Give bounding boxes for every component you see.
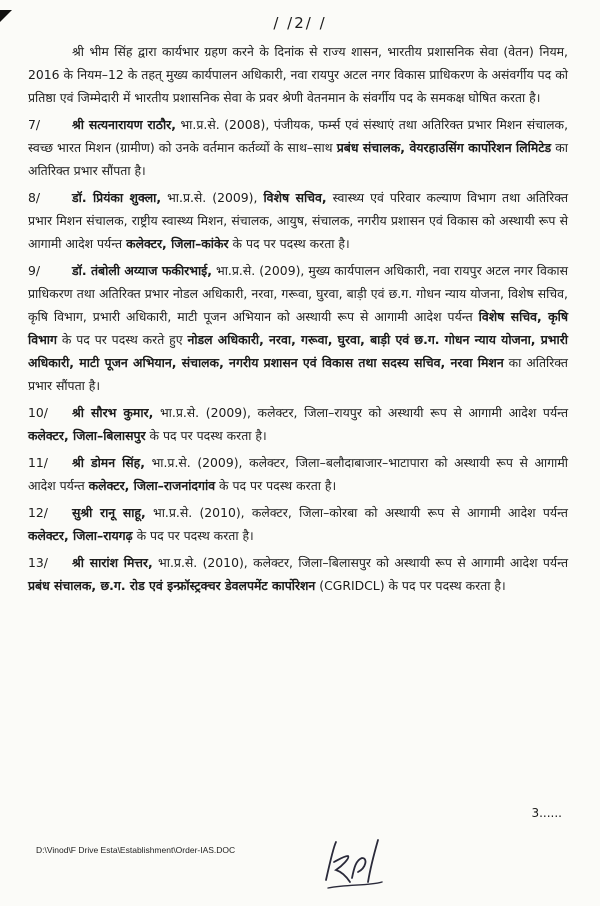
paragraph-text: के पद पर पदस्थ करता है। [215,478,337,493]
posting-title: विशेष सचिव, कृषि विभाग [28,309,569,347]
paragraph-number: 11/ [28,455,48,470]
paragraph-intro [28,40,568,109]
paragraph-text: भा.प्र.से. (2008), पंजीयक, फर्म्स एवं संस्थाएं तथा अतिरिक्त प्रभार मिशन संचालक, स्वच्छ भारत मिशन (ग्रामीण) को उनके वर्तमान कर्तव्यों के साथ–साथ [28,117,569,155]
paragraph-text: के पद पर पदस्थ करते हुए [57,332,188,347]
paragraph-number: 10/ [28,405,48,420]
paragraph-7 [28,113,568,182]
paragraph-text: के पद पर पदस्थ करता है। [228,236,350,251]
posting-title: कलेक्टर, जिला–बिलासपुर [28,428,146,443]
posting-title: प्रबंध संचालक, छ.ग. रोड एवं इन्फ्रॉस्ट्रक्चर डेवलपमेंट कार्पोरेशन [28,578,316,593]
officer-name: श्री डोमन सिंह, [72,455,145,470]
additional-charge: नोडल अधिकारी, नरवा, गरूवा, घुरवा, बाड़ी एवं छ.ग. गोधन न्याय योजना, प्रभारी अधिकारी, माटी पूजन अभियान, संचालक, नगरीय प्रशासन एवं विकास तथा सदस्य सचिव, नरवा मिशन [28,332,568,370]
officer-name: श्री सौरभ कुमार, [72,405,154,420]
designation: विशेष सचिव, [263,190,327,205]
paragraph-text: भा.प्र.से. (2009), कलेक्टर, जिला–बलौदाबाजार–भाटापारा को अस्थायी रूप से आगामी आदेश पर्यन्त [28,455,568,493]
continued-marker: 3...... [531,806,562,820]
posting-title: कलेक्टर, जिला–रायगढ़ [28,528,133,543]
paragraph-text: श्री भीम सिंह द्वारा कार्यभार ग्रहण करने के दिनांक से राज्य शासन, भारतीय प्रशासनिक सेवा (वेतन) नियम, 2016 के नियम–12 के तहत् मुख्य कार्यपालन अधिकारी, नवा रायपुर अटल नगर विकास प्राधिकरण के असंवर्गीय पद को प्रतिष्ठा एवं जिम्मेदारी में भारतीय प्रशासनिक सेवा के प्रवर श्रेणी वेतनमान के संवर्गीय पद के समकक्ष घोषित करता है। [28,44,568,105]
paragraph-text: भा.प्र.से. (2009), कलेक्टर, जिला–रायपुर को अस्थायी रूप से आगामी आदेश पर्यन्त [153,405,569,420]
posting-title: कलेक्टर, जिला–कांकेर [126,236,229,251]
paragraph-10 [28,401,568,447]
paragraph-text: भा.प्र.से. (2010), कलेक्टर, जिला–कोरबा को अस्थायी रूप से आगामी आदेश पर्यन्त [145,505,568,520]
paragraph-9 [28,259,568,397]
order-body [28,40,568,601]
paragraph-number: 7/ [28,117,41,132]
handwritten-initials [318,832,388,892]
paragraph-12 [28,501,568,547]
paragraph-13 [28,551,568,597]
file-path-footer: D:\Vinod\F Drive Esta\Establishment\Order-IAS.DOC [36,845,236,855]
paragraph-text: भा.प्र.से. (2009), [161,190,264,205]
paragraph-11 [28,451,568,497]
paragraph-number: 9/ [28,263,41,278]
paragraph-text: के पद पर पदस्थ करता है। [145,428,267,443]
paragraph-number: 8/ [28,190,41,205]
officer-name: श्री सत्यनारायण राठौर, [72,117,176,132]
officer-name: डॉ. तंबोली अय्याज फकीरभाई, [72,263,212,278]
paragraph-number: 13/ [28,555,48,570]
paragraph-text: स्वास्थ्य एवं परिवार कल्याण विभाग तथा अतिरिक्त प्रभार मिशन संचालक, राष्ट्रीय स्वास्थ्य मिशन, संचालक, आयुष, संचालक, नगरीय प्रशासन एवं विकास को अस्थायी रूप से आगामी आदेश पर्यन्त [28,190,569,251]
officer-name: श्री सारांश मित्तर, [72,555,153,570]
paragraph-text: का अतिरिक्त प्रभार सौंपता है। [28,140,568,178]
posting-title: प्रबंध संचालक, वेयरहाउसिंग कार्पोरेशन लिमिटेड [336,140,552,155]
paragraph-text: भा.प्र.से. (2010), कलेक्टर, जिला–बिलासपुर को अस्थायी रूप से आगामी आदेश पर्यन्त [152,555,569,570]
posting-title: कलेक्टर, जिला–राजनांदगांव [88,478,216,493]
officer-name: सुश्री रानू साहू, [72,505,146,520]
paragraph-text: का अतिरिक्त प्रभार सौंपता है। [28,355,568,393]
paragraph-8 [28,186,568,255]
paragraph-text: भा.प्र.से. (2009), मुख्य कार्यपालन अधिकारी, नवा रायपुर अटल नगर विकास प्राधिकरण तथा अतिरिक्त प्रभार नोडल अधिकारी, नरवा, गरूवा, घुरवा, बाड़ी एवं छ.ग. गोधन न्याय योजना, विशेष सचिव, कृषि विभाग, प्रभारी अधिकारी, माटी पूजन अभियान को अस्थायी रूप से आगामी आदेश पर्यन्त [28,263,569,324]
paragraph-text: के पद पर पदस्थ करता है। [132,528,254,543]
officer-name: डॉ. प्रियंका शुक्ला, [72,190,162,205]
paragraph-text: (CGRIDCL) के पद पर पदस्थ करता है। [315,578,506,593]
paragraph-number: 12/ [28,505,48,520]
page-number: / /2/ / [273,14,327,32]
